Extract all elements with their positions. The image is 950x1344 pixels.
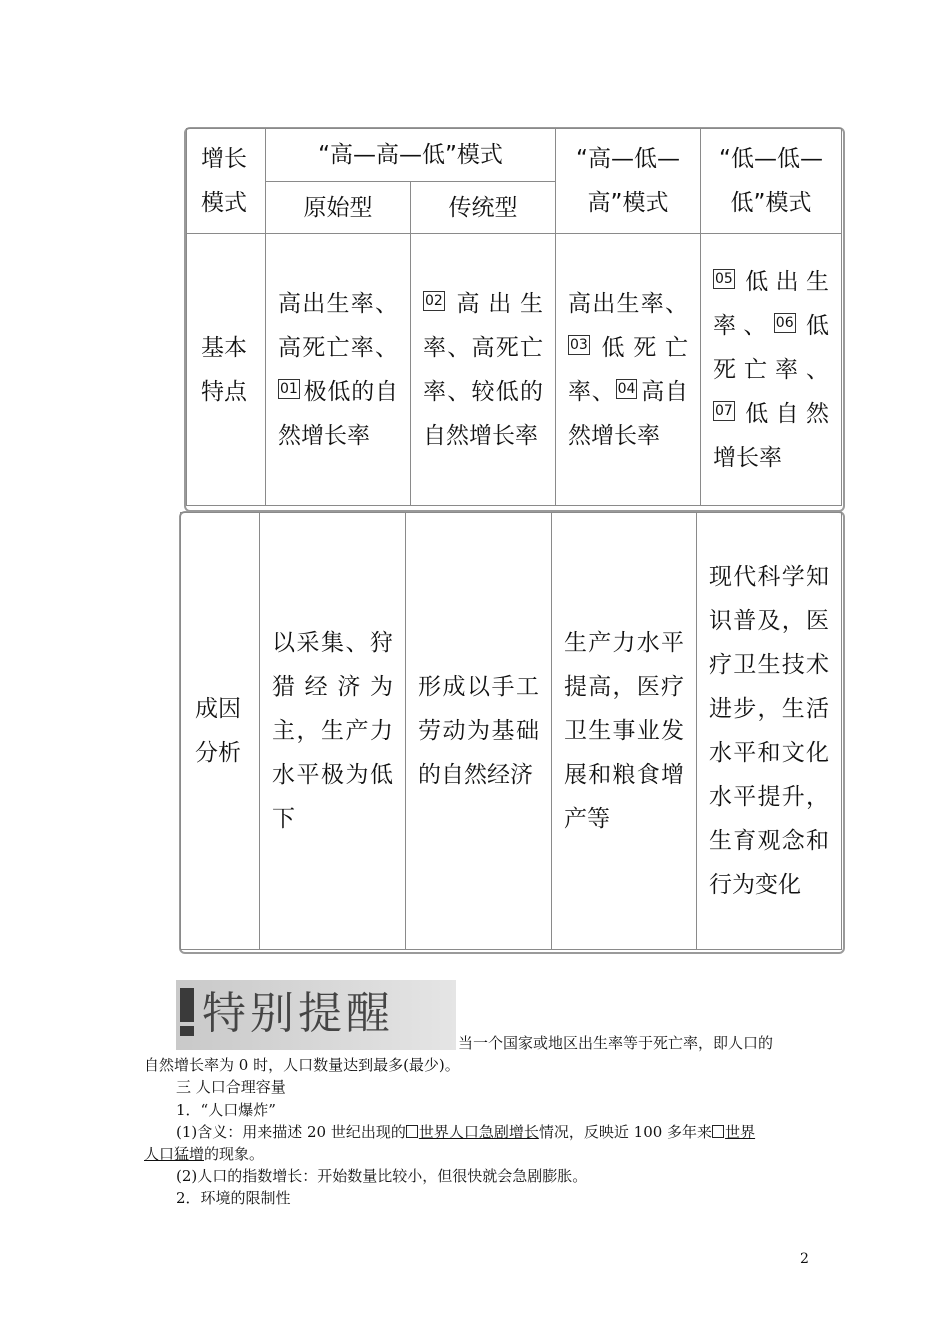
header-primitive: 原始型: [266, 182, 411, 234]
causes-primitive: 以采集、狩猎经济为主，生产力水平极为低下: [260, 513, 406, 950]
item-population-explosion: 1．“人口爆炸”: [176, 1101, 276, 1119]
blank-box-01: 01: [280, 381, 298, 397]
header-label: 增长模式: [187, 129, 266, 234]
causes-high-low-high: 生产力水平提高，医疗卫生事业发展和粮食增产等: [552, 513, 697, 950]
features-label: 基本特点: [187, 234, 266, 506]
underlined-answer-2b: 人口猛增: [144, 1145, 205, 1163]
features-traditional: 02 高出生率、高死亡率、较低的自然增长率: [411, 234, 556, 506]
definition-line2: 人口猛增的现象。: [144, 1145, 265, 1163]
section-heading: 三 人口合理容量: [176, 1078, 286, 1096]
definition-line1: (1)含义：用来描述 20 世纪出现的 世界人口急剧增长情况，反映近 100 多年来 世界: [176, 1123, 756, 1141]
growth-mode-table-bottom: [180, 512, 842, 950]
header-traditional: 传统型: [411, 182, 556, 234]
features-low-low-low: 05 低出生率、 06 低死亡率、07 低自然增长率: [701, 234, 842, 506]
features-primitive: 高出生率、高死亡率、01 极低的自然增长率: [266, 234, 411, 506]
underlined-answer-1: 世界人口急剧增长: [406, 1123, 539, 1141]
blank-box-03: 03: [570, 337, 588, 353]
causes-low-low-low: 现代科学知识普及，医疗卫生技术进步，生活水平和文化水平提升，生育观念和行为变化: [697, 513, 842, 950]
causes-traditional: 形成以手工劳动为基础的自然经济: [406, 513, 552, 950]
notice-banner: [176, 980, 456, 1050]
blank-box-07: 07: [715, 403, 733, 419]
header-low-low-low: “低—低—低”模式: [701, 129, 842, 234]
exclamation-icon: [180, 988, 194, 1022]
header-high-high-low: “高—高—低”模式: [266, 129, 556, 182]
blank-box-04: 04: [617, 381, 636, 397]
growth-mode-table-top: [186, 128, 842, 506]
notice-text-line1: 当一个国家或地区出生率等于死亡率，即人口的: [458, 1034, 774, 1052]
item-environment-limit: 2．环境的限制性: [176, 1189, 291, 1207]
blank-box-02: 02: [425, 293, 443, 309]
exponential-growth-line: (2)人口的指数增长：开始数量比较小，但很快就会急剧膨胀。: [176, 1167, 588, 1185]
notice-banner-title: 特别提醒: [202, 988, 394, 1039]
causes-label: 成因分析: [181, 513, 260, 950]
features-high-low-high: 高出生率、03 低死亡率、 04 高自然增长率: [556, 234, 701, 506]
blank-box-05: 05: [715, 271, 733, 287]
underlined-answer-2a: 世界: [712, 1123, 755, 1141]
blank-square-icon: [406, 1125, 418, 1138]
notice-text-line2: 自然增长率为 0 时，人口数量达到最多(最少)。: [144, 1056, 460, 1074]
blank-square-icon: [712, 1125, 724, 1138]
header-high-low-high: “高—低—高”模式: [556, 129, 701, 234]
page-number: 2: [800, 1251, 809, 1267]
blank-box-06: 06: [775, 315, 794, 331]
